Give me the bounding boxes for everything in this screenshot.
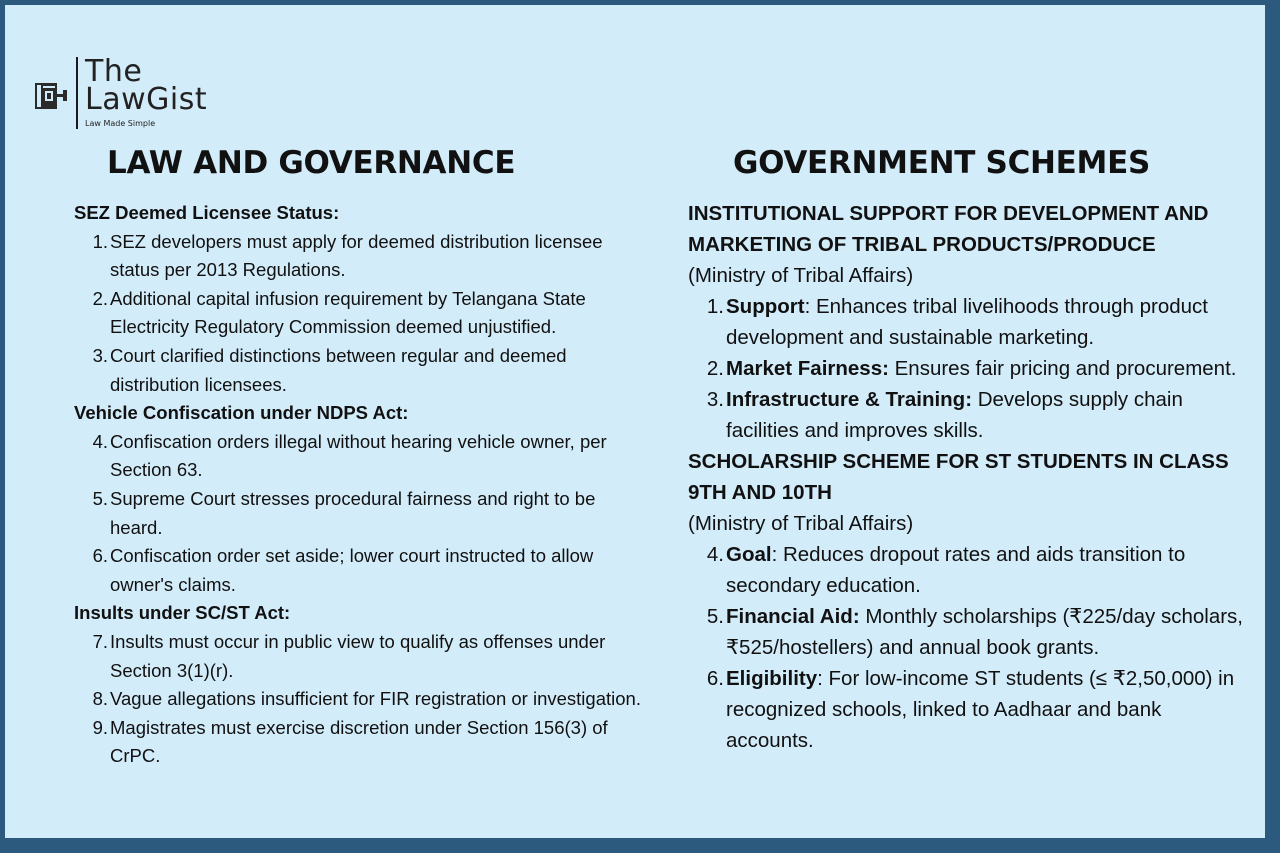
item-text: Magistrates must exercise discretion under Section 156(3) of CrPC.: [110, 716, 608, 767]
scholarship-list: [688, 539, 1248, 756]
item-number: 8.: [92, 688, 108, 710]
list-item: [74, 542, 649, 599]
item-number: 6.: [706, 667, 724, 690]
section-title-sez: SEZ Deemed Licensee Status:: [74, 202, 340, 223]
logo-text-the: The: [85, 54, 143, 89]
item-label: Market Fairness:: [726, 357, 889, 380]
tribal-products-list: [688, 291, 1248, 446]
ndps-list: [74, 428, 649, 600]
item-label: Infrastructure & Training:: [726, 388, 973, 411]
law-governance-heading: LAW AND GOVERNANCE: [107, 145, 516, 181]
item-text: Supreme Court stresses procedural fairness and right to be heard.: [110, 487, 596, 538]
item-text: Confiscation order set aside; lower court instructed to allow owner's claims.: [110, 545, 594, 595]
logo-divider: [76, 57, 78, 129]
item-text: Additional capital infusion requirement by Telangana State Electricity Regulatory Commission deemed unjustified.: [110, 287, 586, 338]
scst-list: [74, 628, 649, 771]
item-number: 9.: [92, 716, 108, 738]
law-governance-column: [74, 199, 649, 771]
list-item: [688, 291, 1248, 353]
list-item: [688, 384, 1248, 446]
item-text: Court clarified distinctions between regular and deemed distribution licensees.: [110, 344, 567, 395]
item-number: 2.: [706, 357, 724, 380]
item-number: 4.: [706, 543, 724, 566]
item-number: 3.: [706, 388, 724, 411]
list-item: [74, 485, 649, 542]
list-item: [688, 663, 1248, 756]
item-number: 6.: [92, 545, 108, 567]
item-text: : Reduces dropout rates and aids transition to secondary education.: [726, 543, 1186, 597]
item-text: Monthly scholarships (₹225/day scholars, ₹525/hostellers) and annual book grants.: [726, 605, 1243, 659]
item-text: Vague allegations insufficient for FIR registration or investigation.: [110, 688, 641, 710]
list-item: [74, 685, 649, 714]
government-schemes-column: [688, 198, 1248, 756]
item-number: 4.: [92, 430, 108, 452]
item-text: Ensures fair pricing and procurement.: [888, 357, 1237, 380]
item-text: Confiscation orders illegal without hearing vehicle owner, per Section 63.: [110, 430, 607, 481]
logo-text-lawgist: LawGist: [85, 82, 208, 117]
list-item: [688, 601, 1248, 663]
list-item: [74, 628, 649, 685]
list-item: [74, 428, 649, 485]
government-schemes-heading: GOVERNMENT SCHEMES: [733, 145, 1151, 181]
section-title-scst: Insults under SC/ST Act:: [74, 602, 291, 624]
item-label: Support: [726, 295, 805, 318]
section-title-tribal-products: INSTITUTIONAL SUPPORT FOR DEVELOPMENT AND MARKETING OF TRIBAL PRODUCTS/PRODUCE: [688, 202, 1209, 256]
list-item: [688, 353, 1248, 384]
list-item: [74, 342, 649, 399]
item-text: : For low-income ST students (≤ ₹2,50,000) in recognized schools, linked to Aadhaar and bank accounts.: [726, 667, 1235, 752]
book-gavel-icon: [33, 77, 69, 113]
item-number: 7.: [92, 630, 108, 652]
infographic-panel: [5, 5, 1265, 838]
item-number: 3.: [92, 344, 108, 366]
item-number: 5.: [92, 487, 108, 509]
section-title-scholarship: SCHOLARSHIP SCHEME FOR ST STUDENTS IN CLASS 9TH AND 10TH: [688, 450, 1229, 504]
section-title-ndps: Vehicle Confiscation under NDPS Act:: [74, 402, 409, 424]
item-number: 5.: [706, 605, 724, 628]
item-text: SEZ developers must apply for deemed distribution licensee status per 2013 Regulations.: [110, 230, 603, 281]
item-text: : Enhances tribal livelihoods through product development and sustainable marketing.: [726, 295, 1208, 349]
item-number: 2.: [92, 287, 108, 309]
item-number: 1.: [92, 230, 108, 252]
item-number: 1.: [706, 295, 724, 318]
list-item: [688, 539, 1248, 601]
ministry-label: (Ministry of Tribal Affairs): [688, 264, 914, 287]
item-text: Develops supply chain facilities and improves skills.: [726, 388, 1183, 442]
list-item: [74, 228, 649, 285]
item-label: Eligibility: [726, 667, 818, 690]
list-item: [74, 714, 649, 771]
item-label: Goal: [726, 543, 772, 566]
list-item: [74, 285, 649, 342]
logo-tagline: Law Made Simple: [85, 119, 156, 128]
item-label: Financial Aid:: [726, 605, 860, 628]
ministry-label: (Ministry of Tribal Affairs): [688, 512, 914, 535]
item-text: Insults must occur in public view to qualify as offenses under Section 3(1)(r).: [110, 630, 606, 681]
sez-list: [74, 228, 649, 400]
